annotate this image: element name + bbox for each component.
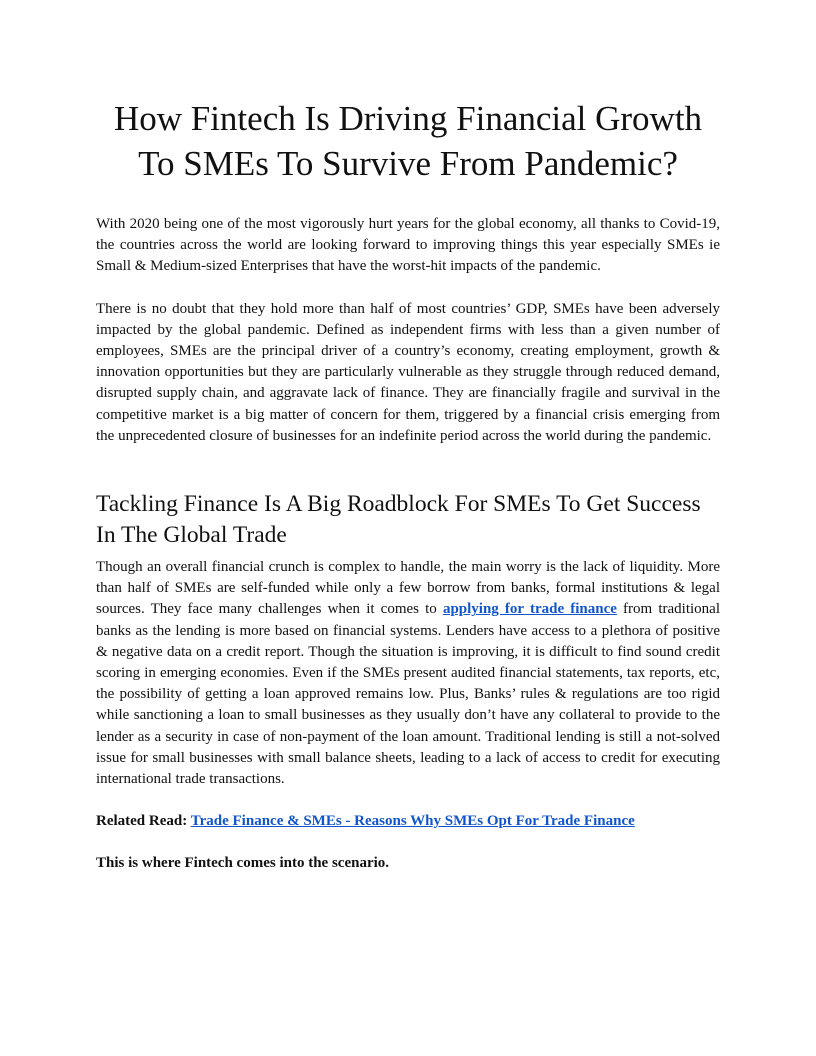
closing-line: This is where Fintech comes into the scenario.	[96, 855, 390, 872]
related-read	[96, 811, 720, 832]
related-read-link[interactable]: Trade Finance & SMEs - Reasons Why SMEs Opt For Trade Finance	[190, 813, 635, 830]
spacer	[96, 790, 720, 811]
section-heading: Tackling Finance Is A Big Roadblock For SMEs To Get Success In The Global Trade	[96, 491, 701, 549]
intro-paragraph-1: With 2020 being one of the most vigorously hurt years for the global economy, all thanks to Covid-19, the countries across the world are looking forward to improving things this year especially SMEs ie Small & Medium-sized Enterprises that have the worst-hit impacts of the pandemic.	[96, 216, 720, 275]
spacer	[96, 278, 720, 299]
document-page	[96, 96, 720, 875]
spacer	[96, 447, 720, 489]
spacer	[96, 186, 720, 214]
section-text-before-link: Though an overall financial crunch is complex to handle, the main worry is the lack of liquidity. More than half of SMEs are self-funded while only a few borrow from banks, formal institutions & legal sources. They face many challenges when it comes to	[96, 559, 720, 618]
document-title: How Fintech Is Driving Financial Growth To SMEs To Survive From Pandemic?	[113, 99, 703, 183]
spacer	[96, 832, 720, 853]
intro-paragraph-2: There is no doubt that they hold more than half of most countries’ GDP, SMEs have been adversely impacted by the global pandemic. Defined as independent firms with less than a given number of employees, SMEs are the principal driver of a country’s economy, creating employment, growth & innovation opportunities but they are particularly vulnerable as they struggle through reduced demand, disrupted supply chain, and aggravate lack of finance. They are financially fragile and survival in the competitive market is a big matter of concern for them, triggered by a financial crisis emerging from the unprecedented closure of businesses for an indefinite period across the world during the pandemic.	[96, 300, 720, 444]
section-text-after-link: from traditional banks as the lending is more based on financial systems. Lenders have access to a plethora of positive & negative data on a credit report. Though the situation is improving, it is difficult to find sound credit scoring in emerging economies. Even if the SMEs present audited financial statements, tax reports, etc, the possibility of getting a loan approved remains low. Plus, Banks’ rules & regulations are too rigid while sanctioning a loan to small businesses as they usually don’t have any collateral to provide to the lender as a security in case of non-payment of the loan amount. Traditional lending is still a not-solved issue for small businesses with small balance sheets, leading to a lack of access to credit for executing international trade transactions.	[96, 601, 721, 788]
section-paragraph	[96, 557, 720, 790]
related-read-label: Related Read:	[96, 813, 191, 830]
trade-finance-link[interactable]: applying for trade finance	[442, 601, 617, 618]
